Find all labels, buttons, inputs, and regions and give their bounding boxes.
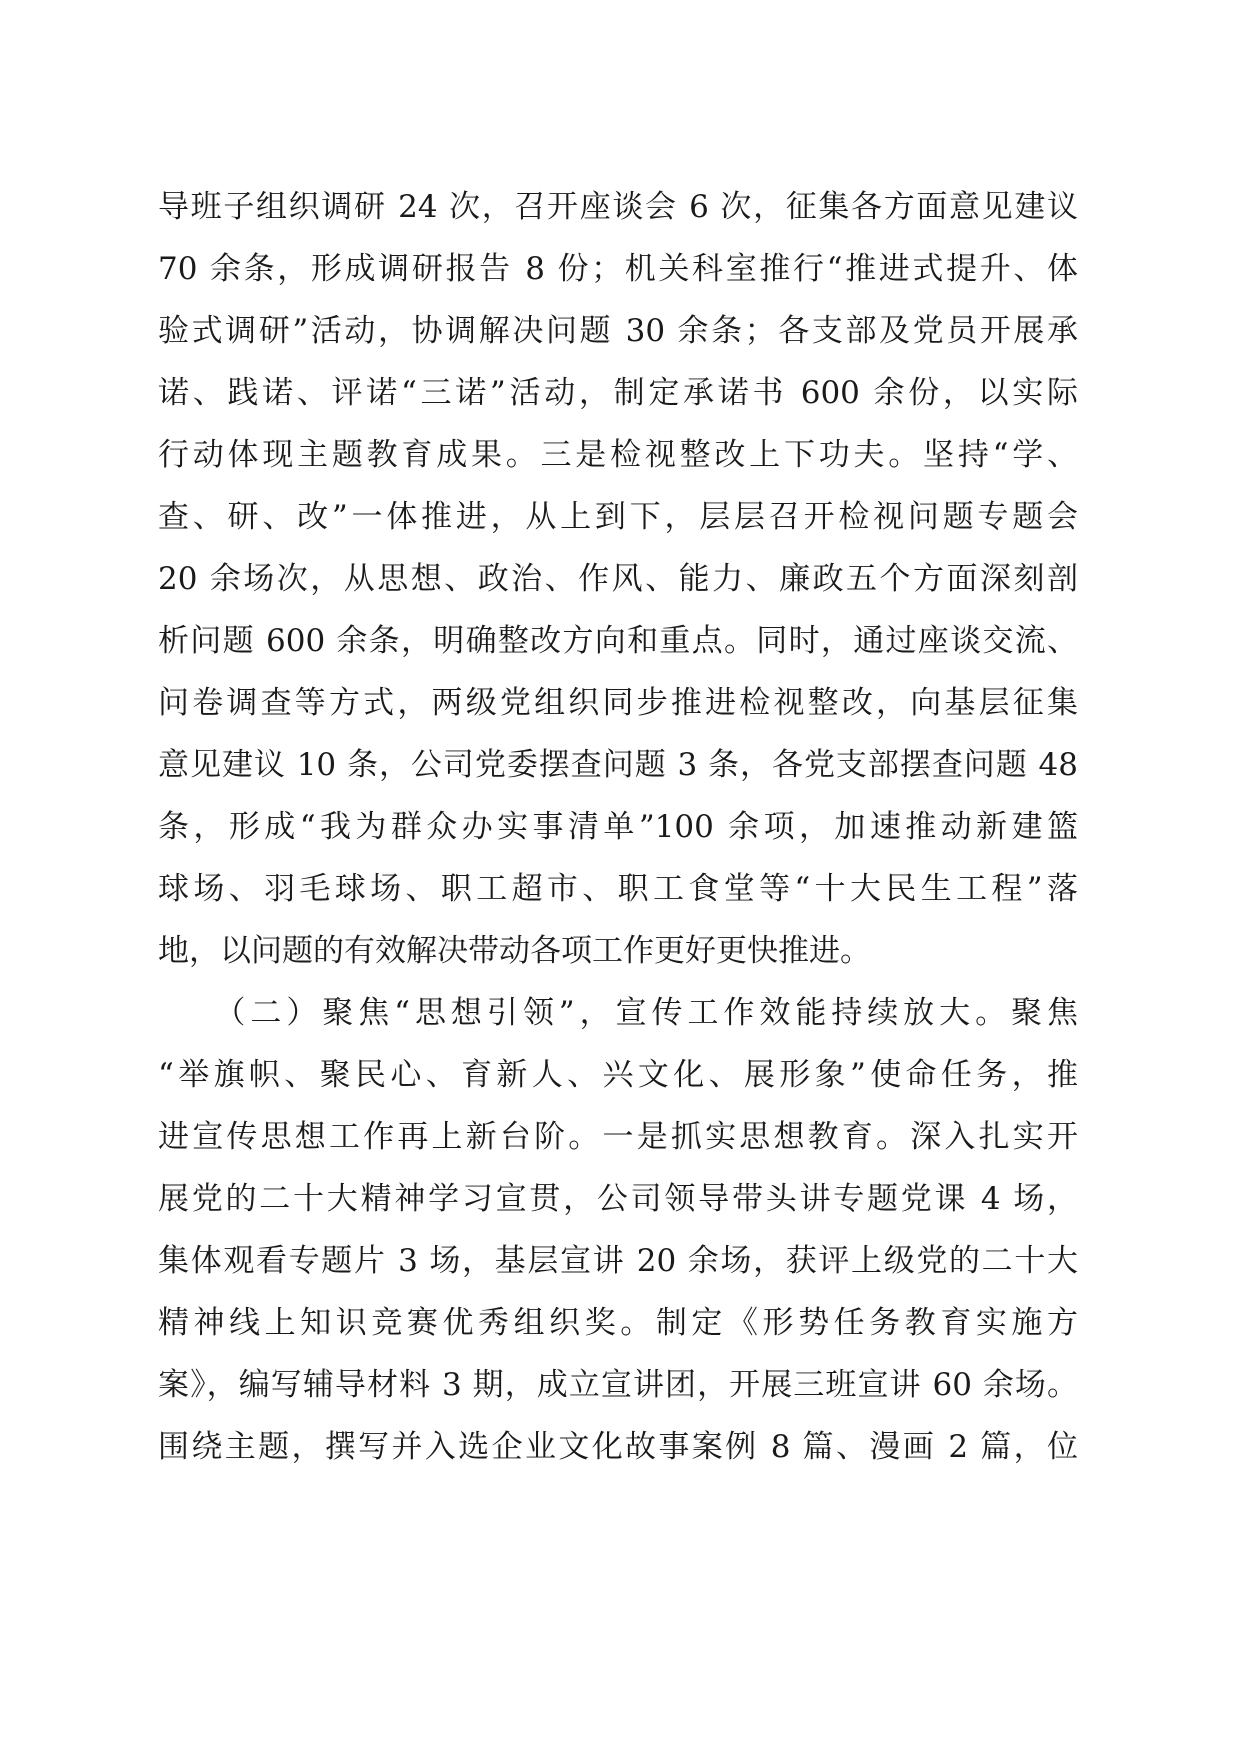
section-heading-line: （二）聚焦“思想引领”，宣传工作效能持续放大。聚焦 bbox=[158, 995, 1078, 1031]
text-line: 问卷调查等方式，两级党组织同步推进检视整改，向基层征集 bbox=[158, 685, 1078, 721]
text-line: 意见建议 10 条，公司党委摆查问题 3 条，各党支部摆查问题 48 bbox=[158, 747, 1078, 783]
text-line: 精神线上知识竞赛优秀组织奖。制定《形势任务教育实施方 bbox=[158, 1305, 1078, 1341]
text-line: 导班子组织调研 24 次，召开座谈会 6 次，征集各方面意见建议 bbox=[158, 189, 1078, 225]
text-line: 70 余条，形成调研报告 8 份；机关科室推行“推进式提升、体 bbox=[158, 251, 1078, 287]
text-line: 验式调研”活动，协调解决问题 30 余条；各支部及党员开展承 bbox=[158, 313, 1078, 349]
text-line: 进宣传思想工作再上新台阶。一是抓实思想教育。深入扎实开 bbox=[158, 1119, 1078, 1155]
text-line: 展党的二十大精神学习宣贯，公司领导带头讲专题党课 4 场， bbox=[158, 1181, 1078, 1217]
text-line: 诺、践诺、评诺“三诺”活动，制定承诺书 600 余份，以实际 bbox=[158, 375, 1078, 411]
text-line: “举旗帜、聚民心、育新人、兴文化、展形象”使命任务，推 bbox=[158, 1057, 1078, 1093]
text-line: 行动体现主题教育成果。三是检视整改上下功夫。坚持“学、 bbox=[158, 437, 1078, 473]
text-line: 围绕主题，撰写并入选企业文化故事案例 8 篇、漫画 2 篇，位 bbox=[158, 1429, 1078, 1465]
paragraph-end-line: 地，以问题的有效解决带动各项工作更好更快推进。 bbox=[158, 933, 871, 969]
body-text bbox=[158, 188, 1078, 1490]
text-line: 案》，编写辅导材料 3 期，成立宣讲团，开展三班宣讲 60 余场。 bbox=[158, 1367, 1078, 1403]
text-line: 析问题 600 余条，明确整改方向和重点。同时，通过座谈交流、 bbox=[158, 623, 1078, 659]
text-line: 集体观看专题片 3 场，基层宣讲 20 余场，获评上级党的二十大 bbox=[158, 1243, 1078, 1279]
text-line: 20 余场次，从思想、政治、作风、能力、廉政五个方面深刻剖 bbox=[158, 561, 1078, 597]
text-line: 查、研、改”一体推进，从上到下，层层召开检视问题专题会 bbox=[158, 499, 1078, 535]
text-line: 球场、羽毛球场、职工超市、职工食堂等“十大民生工程”落 bbox=[158, 871, 1078, 907]
text-line: 条，形成“我为群众办实事清单”100 余项，加速推动新建篮 bbox=[158, 809, 1078, 845]
